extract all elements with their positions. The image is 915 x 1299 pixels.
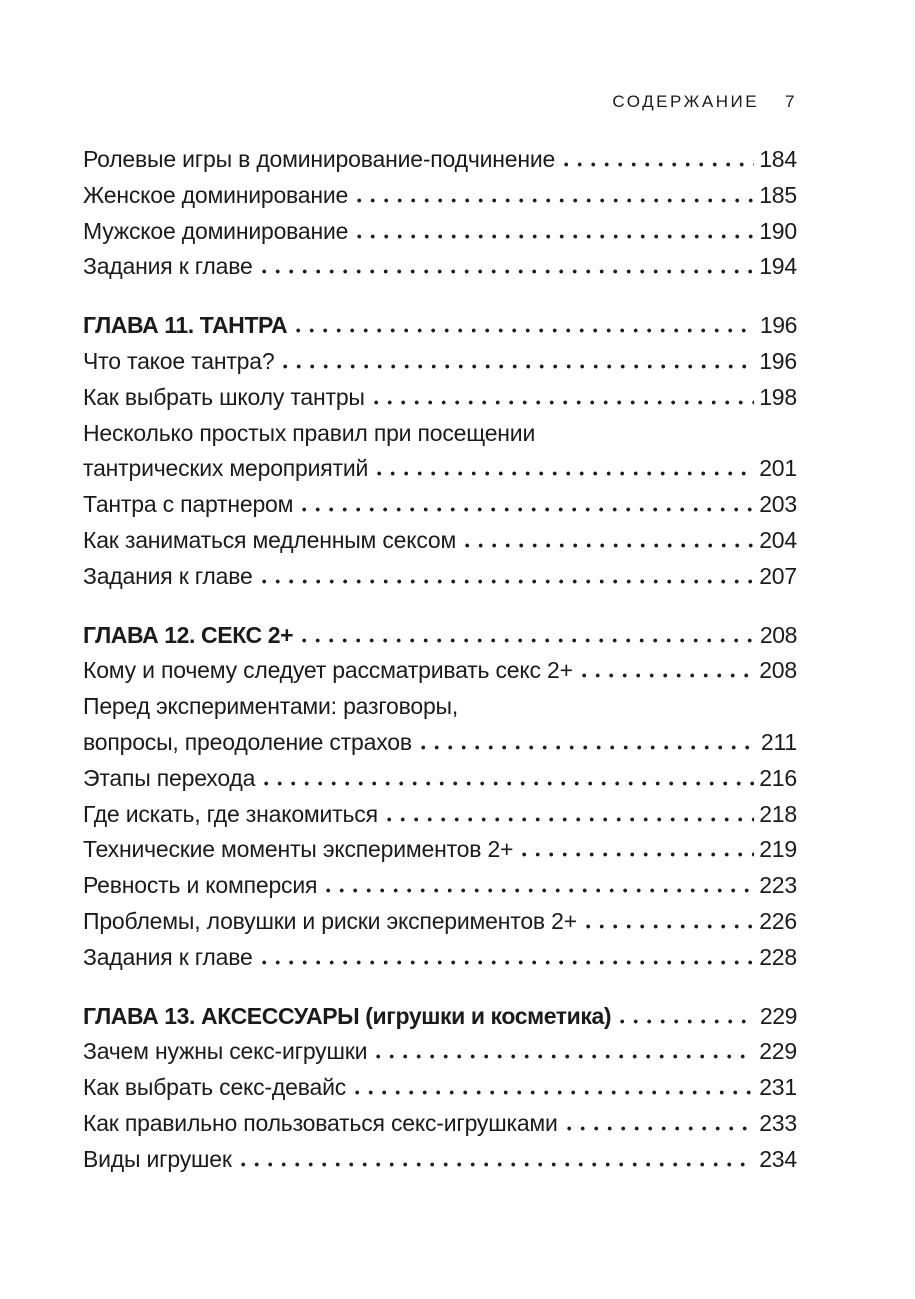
running-head: [83, 92, 797, 112]
toc-entry-row: [83, 1146, 797, 1182]
toc-entry-page: 219: [759, 836, 797, 863]
toc-entry-title: Виды игрушек: [83, 1145, 232, 1172]
toc-entry-page: 218: [759, 800, 797, 827]
toc-entry-row: [83, 801, 797, 837]
toc-entry-title: Как заниматься медленным сексом: [83, 526, 457, 553]
toc-chapter-row: [83, 1003, 797, 1039]
toc-entry-title: Мужское доминирование: [83, 217, 349, 244]
dot-leader: [241, 1162, 755, 1167]
toc-entry-page: 208: [759, 621, 797, 648]
dot-leader: [567, 1126, 755, 1131]
dot-leader: [283, 364, 754, 369]
toc-entry-page: 184: [759, 146, 797, 172]
toc-entry-title: Задания к главе: [83, 253, 253, 280]
toc-entry-title: Технические моменты экспериментов 2+: [83, 836, 514, 863]
dot-leader: [465, 543, 754, 548]
toc-entry-row: [83, 908, 797, 944]
table-of-contents: [83, 146, 797, 1182]
toc-entry-row: [83, 944, 797, 980]
toc-entry-row: [83, 563, 797, 599]
toc-entry-row: [83, 527, 797, 563]
toc-entry-title: тантрических мероприятий: [83, 455, 369, 482]
toc-entry-page: 234: [759, 1145, 797, 1172]
toc-entry-row: [83, 491, 797, 527]
toc-entry-title: вопросы, преодоление страхов: [83, 728, 412, 755]
dot-leader: [357, 198, 754, 203]
dot-leader: [296, 328, 755, 333]
toc-entry-row: [83, 146, 797, 182]
toc-entry-row: [83, 765, 797, 801]
toc-entry-row: [83, 729, 797, 765]
toc-entry-page: 216: [759, 764, 797, 791]
dot-leader: [374, 400, 754, 405]
toc-entry-page: 196: [759, 347, 797, 374]
toc-entry-row: [83, 1074, 797, 1110]
toc-entry-row: [83, 420, 797, 456]
toc-entry-title: Проблемы, ловушки и риски экспериментов 2+: [83, 907, 577, 934]
dot-leader: [620, 1019, 755, 1024]
toc-entry-page: 203: [759, 491, 797, 518]
dot-leader: [326, 888, 754, 893]
toc-entry-page: 229: [759, 1002, 797, 1029]
toc-entry-title: Перед экспериментами: разговоры,: [83, 693, 459, 720]
dot-leader: [302, 638, 755, 643]
toc-entry-page: 190: [759, 217, 797, 244]
dot-leader: [376, 1054, 754, 1059]
toc-entry-page: 208: [759, 657, 797, 684]
toc-entry-page: 185: [759, 181, 797, 208]
toc-entry-row: [83, 693, 797, 729]
toc-entry-page: 228: [759, 943, 797, 970]
toc-entry-page: 231: [759, 1074, 797, 1101]
dot-leader: [262, 269, 755, 274]
toc-entry-title: Задания к главе: [83, 943, 253, 970]
toc-entry-title: Где искать, где знакомиться: [83, 800, 378, 827]
toc-chapter-title: ГЛАВА 13. АКСЕССУАРЫ (игрушки и косметика): [83, 1002, 612, 1029]
dot-leader: [387, 817, 754, 822]
toc-entry-page: 211: [760, 728, 797, 755]
dot-leader: [421, 745, 756, 750]
dot-leader: [262, 960, 755, 965]
dot-leader: [377, 471, 754, 476]
toc-entry-row: [83, 182, 797, 218]
dot-leader: [262, 579, 755, 584]
toc-entry-title: Этапы перехода: [83, 764, 256, 791]
toc-entry-title: Задания к главе: [83, 562, 253, 589]
toc-entry-page: 223: [759, 872, 797, 899]
toc-entry-title: Женское доминирование: [83, 181, 349, 208]
toc-entry-row: [83, 455, 797, 491]
toc-entry-title: Как правильно пользоваться секс-игрушками: [83, 1109, 558, 1136]
toc-entry-row: [83, 657, 797, 693]
toc-entry-page: 201: [759, 455, 797, 482]
dot-leader: [264, 781, 754, 786]
toc-entry-title: Кому и почему следует рассматривать секс 2+: [83, 657, 573, 684]
toc-entry-page: 204: [759, 526, 797, 553]
toc-entry-title: Ревность и комперсия: [83, 872, 318, 899]
running-head-page-number: 7: [785, 92, 797, 111]
toc-entry-row: [83, 253, 797, 289]
toc-entry-title: Тантра с партнером: [83, 491, 294, 518]
dot-leader: [355, 1090, 754, 1095]
toc-entry-row: [83, 218, 797, 254]
toc-entry-page: 198: [759, 383, 797, 410]
toc-chapter-title: ГЛАВА 11. ТАНТРА: [83, 312, 288, 339]
toc-entry-page: 226: [759, 907, 797, 934]
toc-entry-page: 229: [759, 1038, 797, 1065]
dot-leader: [564, 162, 754, 167]
dot-leader: [582, 673, 754, 678]
running-head-title: СОДЕРЖАНИЕ: [612, 92, 760, 111]
toc-entry-page: 207: [759, 562, 797, 589]
dot-leader: [522, 852, 754, 857]
toc-entry-row: [83, 348, 797, 384]
toc-entry-page: 196: [759, 312, 797, 339]
toc-entry-row: [83, 836, 797, 872]
dot-leader: [586, 924, 754, 929]
toc-entry-row: [83, 1110, 797, 1146]
toc-entry-row: [83, 384, 797, 420]
toc-entry-title: Что такое тантра?: [83, 347, 275, 374]
toc-entry-title: Несколько простых правил при посещении: [83, 419, 536, 446]
toc-entry-page: 233: [759, 1109, 797, 1136]
toc-entry-row: [83, 1038, 797, 1074]
toc-entry-row: [83, 872, 797, 908]
toc-entry-title: Ролевые игры в доминирование-подчинение: [83, 146, 556, 172]
toc-entry-title: Зачем нужны секс-игрушки: [83, 1038, 368, 1065]
dot-leader: [302, 507, 754, 512]
toc-entry-title: Как выбрать школу тантры: [83, 383, 365, 410]
toc-entry-page: 194: [759, 253, 797, 280]
toc-entry-title: Как выбрать секс-девайс: [83, 1074, 347, 1101]
toc-chapter-row: [83, 622, 797, 658]
toc-chapter-row: [83, 312, 797, 348]
toc-chapter-title: ГЛАВА 12. СЕКС 2+: [83, 621, 294, 648]
dot-leader: [357, 234, 754, 239]
